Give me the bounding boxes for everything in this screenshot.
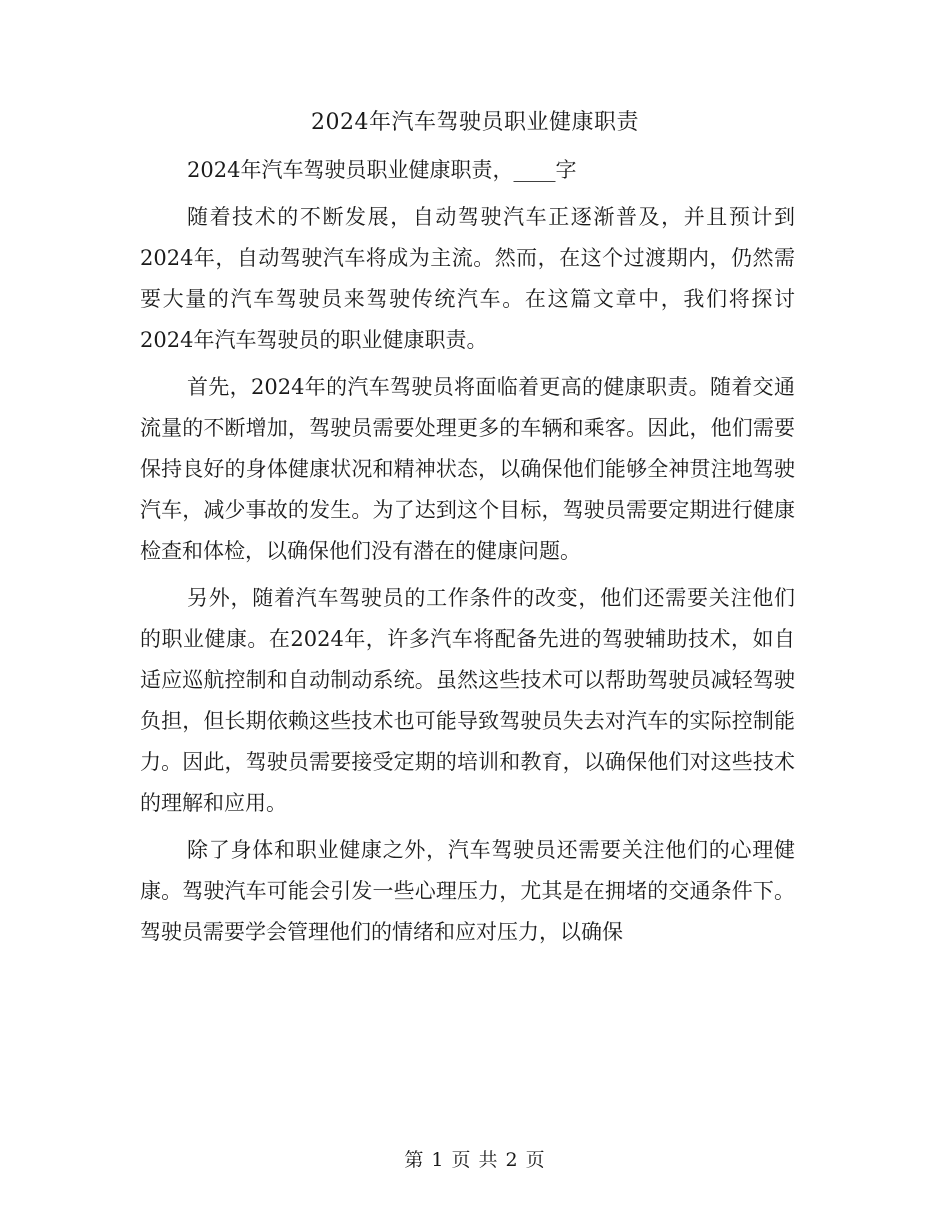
page-number-footer: 第 1 页 共 2 页: [404, 1149, 546, 1171]
paragraph-occupational-health: 另外，随着汽车驾驶员的工作条件的改变，他们还需要关注他们的职业健康。在2024年，许多汽车将配备先进的驾驶辅助技术，如自适应巡航控制和自动制动系统。虽然这些技术可以帮助驾驶员减轻驾驶负担，但长期依赖这些技术也可能导致驾驶员失去对汽车的实际控制能力。因此，驾驶员需要接受定期的培训和教育，以确保他们对这些技术的理解和应用。: [140, 586, 795, 815]
paragraph-intro: 随着技术的不断发展，自动驾驶汽车正逐渐普及，并且预计到2024年，自动驾驶汽车将成为主流。然而，在这个过渡期内，仍然需要大量的汽车驾驶员来驾驶传统汽车。在这篇文章中，我们将探讨2024年汽车驾驶员的职业健康职责。: [140, 205, 795, 352]
paragraph-subtitle: 2024年汽车驾驶员职业健康职责，____字: [187, 158, 577, 182]
paragraph-mental-health: 除了身体和职业健康之外，汽车驾驶员还需要关注他们的心理健康。驾驶汽车可能会引发一些心理压力，尤其是在拥堵的交通条件下。驾驶员需要学会管理他们的情绪和应对压力，以确保: [140, 838, 795, 944]
document-title: 2024年汽车驾驶员职业健康职责: [311, 110, 639, 135]
document-body: [140, 150, 795, 953]
paragraph-health-duty: 首先，2024年的汽车驾驶员将面临着更高的健康职责。随着交通流量的不断增加，驾驶员需要处理更多的车辆和乘客。因此，他们需要保持良好的身体健康状况和精神状态，以确保他们能够全神贯注地驾驶汽车，减少事故的发生。为了达到这个目标，驾驶员需要定期进行健康检查和体检，以确保他们没有潜在的健康问题。: [140, 375, 795, 563]
